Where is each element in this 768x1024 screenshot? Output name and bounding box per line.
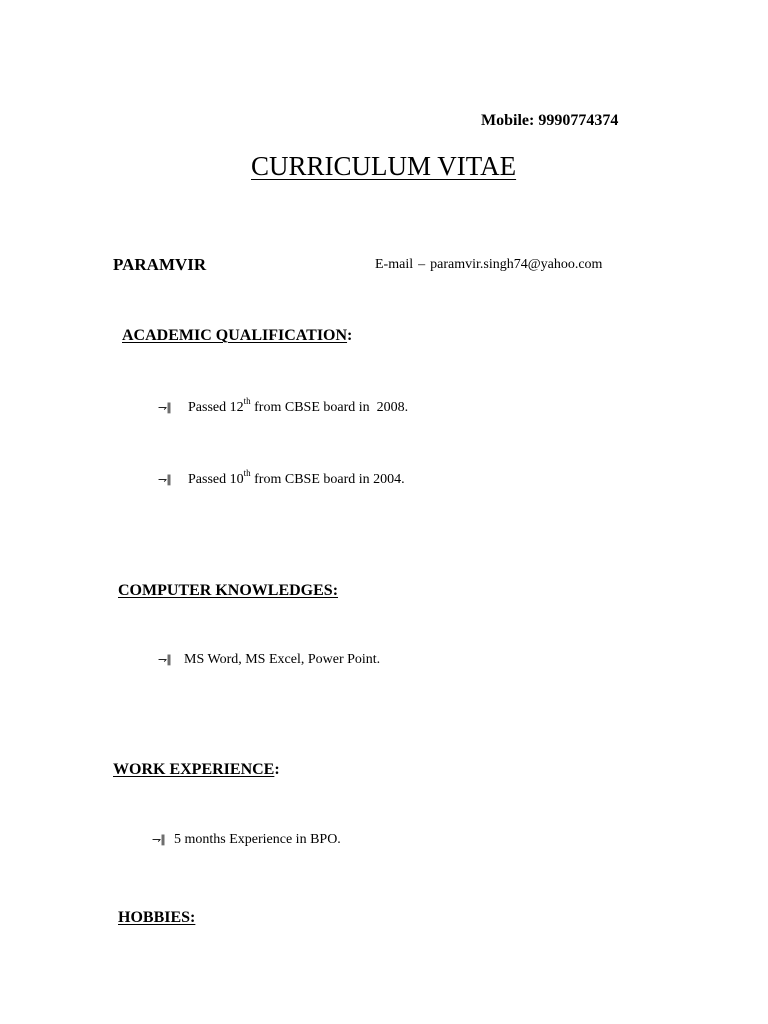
bullet-arrow-icon: ⇁∥ [152,833,165,846]
section-heading-hobbies [118,909,195,927]
candidate-name: PARAMVIR [113,255,207,274]
section-heading-work [113,761,280,779]
list-item-text: Passed 10th from CBSE board in 2004. [188,468,405,487]
mobile-number: Mobile: 9990774374 [481,112,619,129]
email-label: E-mail [375,257,414,272]
list-item [158,468,405,488]
email-address: paramvir.singh74@yahoo.com [430,257,603,272]
bullet-arrow-icon: ⇁∥ [158,653,171,666]
section-heading-computer [118,582,338,600]
section-heading-academic-text: ACADEMIC QUALIFICATION [122,327,348,344]
bullet-arrow-icon: ⇁∥ [158,473,171,486]
bullet-arrow-icon: ⇁∥ [158,401,171,414]
email-separator: – [418,257,426,272]
section-heading-work-colon: : [274,761,280,778]
list-item [158,396,409,416]
section-heading-academic [122,327,352,345]
email-line [375,257,602,273]
list-item-text: MS Word, MS Excel, Power Point. [184,652,381,667]
list-item-text: 5 months Experience in BPO. [174,832,341,847]
list-item-text: Passed 12th from CBSE board in 2008. [188,396,409,415]
section-heading-work-text: WORK EXPERIENCE [113,761,275,778]
list-item [152,832,341,848]
section-heading-computer-text: COMPUTER KNOWLEDGES: [118,582,339,599]
section-heading-academic-colon: : [347,327,353,344]
section-heading-hobbies-text: HOBBIES: [118,909,196,926]
document-title: CURRICULUM VITAE [251,151,517,181]
list-item [158,652,380,668]
